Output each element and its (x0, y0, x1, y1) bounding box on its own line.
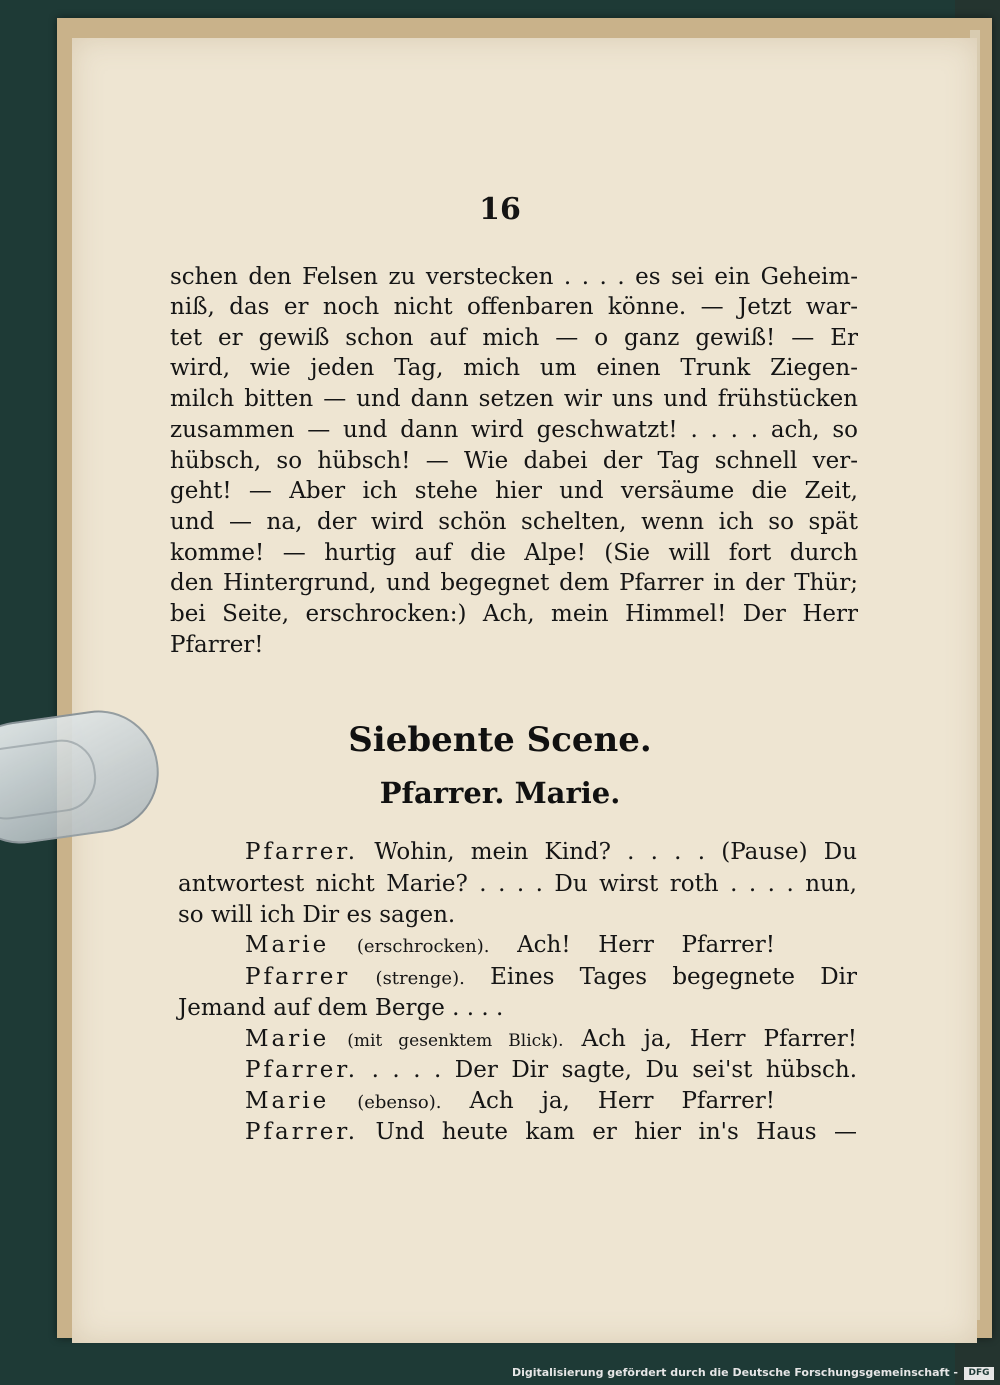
paragraph-line: den Hintergrund, und begegnet dem Pfarrer in der Thür; (170, 570, 858, 596)
dialogue-line: so will ich Dir es sagen. (178, 902, 456, 928)
paragraph-line: niß, das er noch nicht offenbaren könne. — Jetzt war- (170, 294, 858, 320)
digitization-credit: Digitalisierung gefördert durch die Deutsche Forschungsgemeinschaft - (511, 1366, 958, 1379)
paragraph-line: milch bitten — und dann setzen wir uns und frühstücken (170, 386, 858, 412)
dialogue-line (245, 1086, 775, 1118)
dialogue-line (245, 1055, 857, 1085)
stage-direction: (mit gesenktem Blick). (347, 1031, 564, 1051)
paragraph-line: komme! — hurtig auf die Alpe! (Sie will fort durch (170, 540, 858, 566)
stage-direction: (strenge). (375, 968, 465, 989)
dialogue-text: Und heute kam er hier in's Haus — (375, 1119, 857, 1145)
scene-persons: Pfarrer. Marie. (379, 776, 621, 810)
speaker-name: Pfarrer. (245, 839, 359, 865)
page-clip-inner (0, 735, 101, 824)
paragraph-line: Pfarrer! (170, 632, 264, 658)
dfg-logo: DFG (964, 1367, 994, 1380)
paragraph-line: tet er gewiß schon auf mich — o ganz gewiß! — Er (170, 325, 858, 351)
dialogue-text: Ach ja, Herr Pfarrer! (581, 1026, 858, 1052)
page-number: 16 (479, 192, 521, 227)
stage-direction: (erschrocken). (356, 936, 490, 957)
dialogue-text: Eines Tages begegnete Dir (490, 964, 858, 990)
paragraph-line: bei Seite, erschrocken:) Ach, mein Himmel! Der Herr (170, 601, 858, 627)
dialogue-text: Wohin, mein Kind? . . . . (Pause) Du (374, 839, 858, 865)
book-page (72, 38, 977, 1343)
speaker-name: Pfarrer. (245, 1119, 359, 1145)
paragraph-line: geht! — Aber ich stehe hier und versäume die Zeit, (170, 478, 858, 504)
scene-heading: Siebente Scene. (348, 720, 652, 760)
paragraph-line: und — na, der wird schön schelten, wenn ich so spät (170, 509, 858, 535)
speaker-name: Pfarrer (245, 964, 351, 990)
stage-direction: (ebenso). (357, 1092, 442, 1113)
dialogue-line (245, 930, 775, 962)
dialogue-line (245, 962, 857, 994)
dialogue-line (245, 837, 857, 867)
dialogue-line: Jemand auf dem Berge . . . . (178, 995, 504, 1021)
paragraph-line: schen den Felsen zu verstecken . . . . es sei ein Geheim- (170, 264, 858, 290)
speaker-name: Marie (245, 1026, 330, 1052)
dialogue-text: . . . . Der Dir sagte, Du sei'st hübsch. (371, 1057, 858, 1083)
dialogue-line (245, 1117, 857, 1147)
speaker-name: Marie (245, 932, 330, 958)
paragraph-line: wird, wie jeden Tag, mich um einen Trunk Ziegen- (170, 355, 858, 381)
dialogue-line (245, 1024, 857, 1056)
speaker-name: Marie (245, 1088, 330, 1114)
dialogue-text: Ach! Herr Pfarrer! (517, 932, 776, 958)
paragraph-line: hübsch, so hübsch! — Wie dabei der Tag schnell ver- (170, 448, 858, 474)
paragraph-line: zusammen — und dann wird geschwatzt! . . . . ach, so (170, 417, 858, 443)
dialogue-text: Ach ja, Herr Pfarrer! (469, 1088, 775, 1114)
dialogue-line: antwortest nicht Marie? . . . . Du wirst roth . . . . nun, (178, 871, 857, 897)
speaker-name: Pfarrer. (245, 1057, 359, 1083)
